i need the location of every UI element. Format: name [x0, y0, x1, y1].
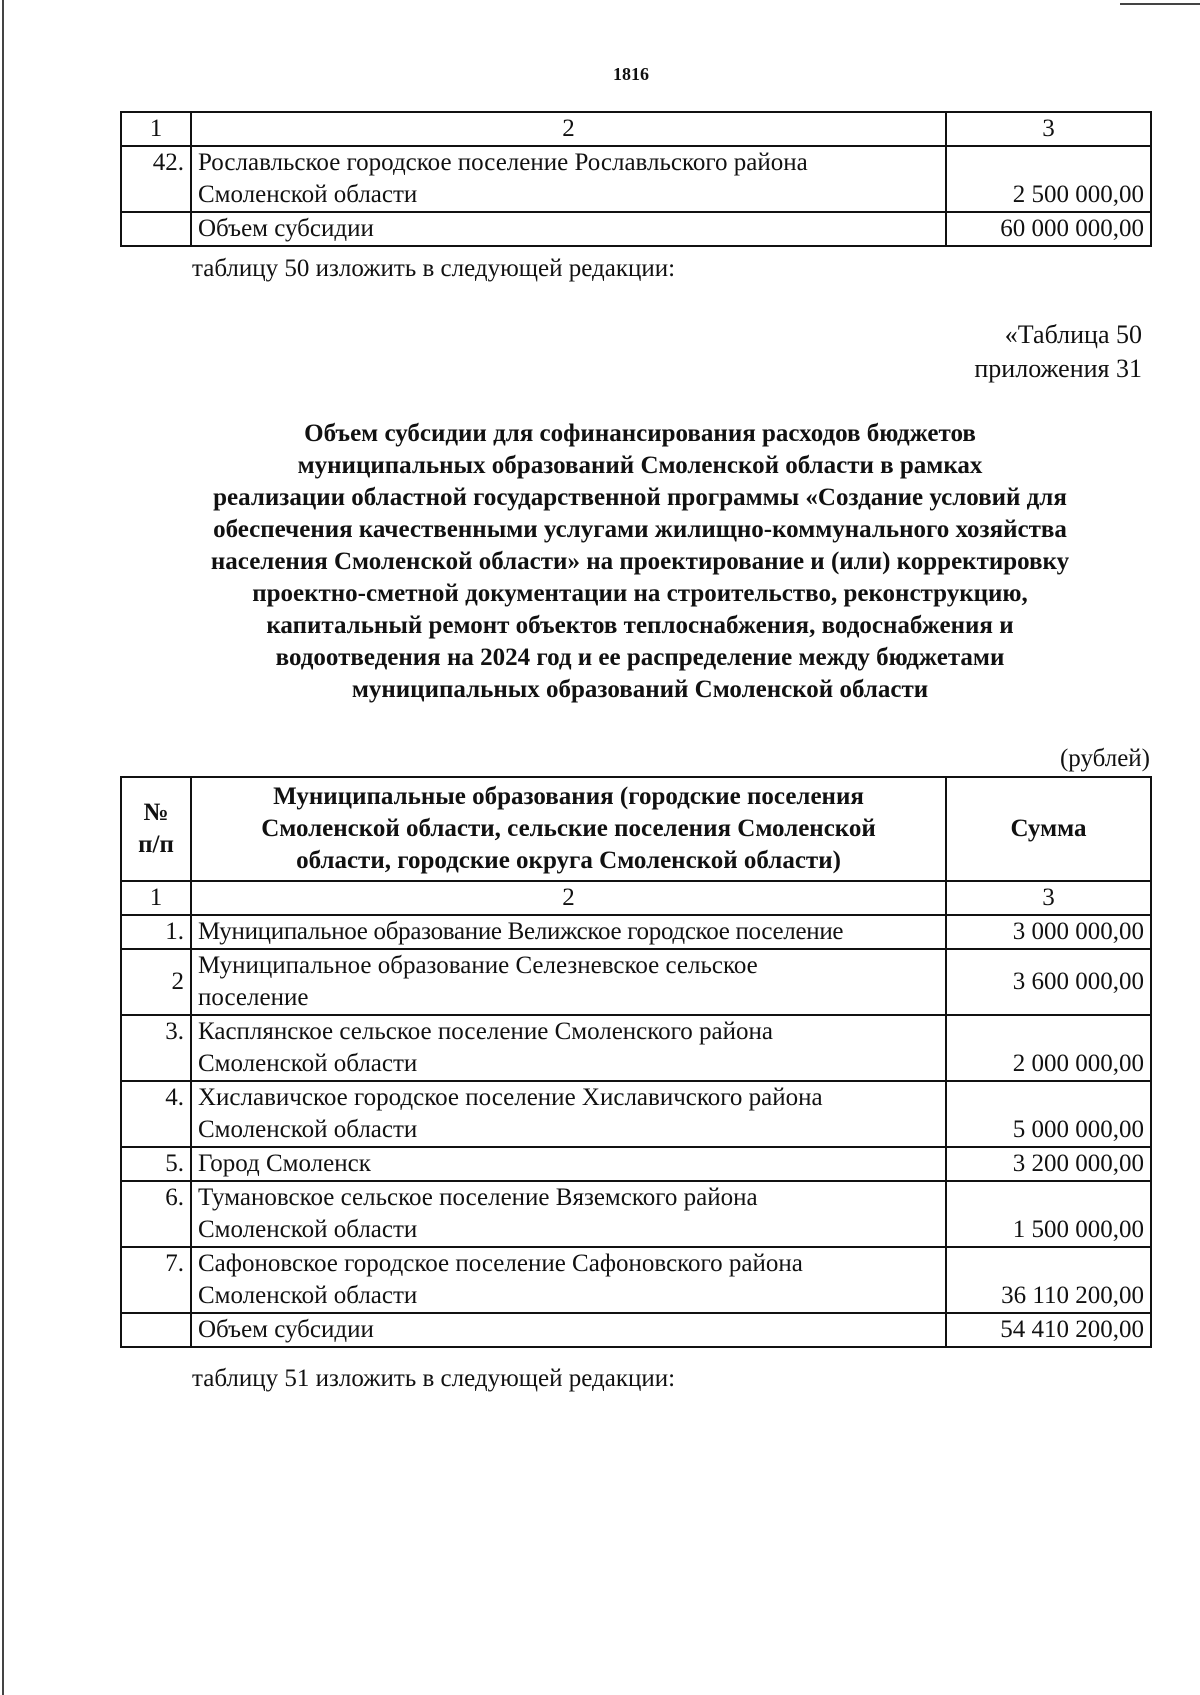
- col-number-1: 1: [121, 112, 191, 146]
- total-sum: 54 410 200,00: [946, 1313, 1151, 1347]
- caption-line: «Таблица 50: [1004, 320, 1142, 349]
- table-column-numbers: [121, 881, 1151, 915]
- title-line: Объем субсидии для софинансирования расходов бюджетов: [304, 420, 976, 447]
- row-name-line: Тумановское сельское поселение Вяземского района: [198, 1184, 758, 1211]
- row-name-line: поселение: [198, 984, 309, 1011]
- header-name-line: Смоленской области, сельские поселения Смоленской: [261, 815, 876, 842]
- row-name: Муниципальное образование Велижское городское поселение: [191, 915, 946, 949]
- row-number: 5.: [121, 1147, 191, 1181]
- row-name-line: Смоленской области: [198, 1282, 418, 1309]
- row-name-line: Смоленской области: [198, 1216, 418, 1243]
- title-line: капитальный ремонт объектов теплоснабжения, водоснабжения и: [266, 612, 1014, 639]
- title-line: населения Смоленской области» на проектирование и (или) корректировку: [210, 548, 1070, 575]
- row-name-line: Смоленской области: [198, 1116, 418, 1143]
- col-number-2: 2: [191, 112, 946, 146]
- table-header: [121, 777, 1151, 881]
- total-empty-cell: [121, 1313, 191, 1347]
- row-number: 3.: [121, 1015, 191, 1081]
- table-row: [121, 1015, 1151, 1081]
- table-total-row: [121, 1313, 1151, 1347]
- col-number-3: 3: [946, 112, 1151, 146]
- col-number-1: 1: [121, 881, 191, 915]
- caption-line: приложения 31: [974, 354, 1142, 383]
- row-name: [191, 949, 946, 1015]
- header-sum: Сумма: [946, 777, 1151, 881]
- scan-top-edge: [1120, 3, 1200, 5]
- table-row: [121, 1181, 1151, 1247]
- total-label: Объем субсидии: [191, 212, 946, 246]
- row-name: [191, 1015, 946, 1081]
- table-row: [121, 949, 1151, 1015]
- row-sum: 5 000 000,00: [946, 1081, 1151, 1147]
- scan-left-edge: [2, 0, 4, 1695]
- unit-label: (рублей): [1059, 745, 1150, 772]
- header-number-line: №: [143, 799, 169, 826]
- table-row: [121, 915, 1151, 949]
- instruction-text: таблицу 50 изложить в следующей редакции:: [192, 255, 676, 282]
- row-name-line: Сафоновское городское поселение Сафоновского района: [198, 1250, 803, 1277]
- row-sum: 3 200 000,00: [946, 1147, 1151, 1181]
- table-row: [121, 1081, 1151, 1147]
- row-number: 2: [121, 949, 191, 1015]
- row-sum: 3 600 000,00: [946, 949, 1151, 1015]
- title-line: проектно-сметной документации на строительство, реконструкцию,: [252, 580, 1028, 607]
- row-sum: 3 000 000,00: [946, 915, 1151, 949]
- title-line: муниципальных образований Смоленской области: [351, 676, 929, 703]
- col-number-2: 2: [191, 881, 946, 915]
- row-number: 1.: [121, 915, 191, 949]
- page-number: 1816: [613, 64, 649, 84]
- total-empty-cell: [121, 212, 191, 246]
- row-sum: 2 000 000,00: [946, 1015, 1151, 1081]
- row-number: 42.: [121, 146, 191, 212]
- title-line: обеспечения качественными услугами жилищно-коммунального хозяйства: [213, 516, 1067, 543]
- row-number: 6.: [121, 1181, 191, 1247]
- total-sum: 60 000 000,00: [946, 212, 1151, 246]
- row-sum: 36 110 200,00: [946, 1247, 1151, 1313]
- row-name-line: Смоленской области: [198, 181, 418, 208]
- row-name: [191, 1181, 946, 1247]
- table-total-row: [121, 212, 1151, 246]
- row-sum: 1 500 000,00: [946, 1181, 1151, 1247]
- row-name-line: Смоленской области: [198, 1050, 418, 1077]
- row-sum: 2 500 000,00: [946, 146, 1151, 212]
- title-line: реализации областной государственной программы «Создание условий для: [213, 484, 1067, 511]
- table-column-numbers: [121, 112, 1151, 146]
- row-name-line: Хиславичское городское поселение Хиславичского района: [198, 1084, 823, 1111]
- row-name-line: Рославльское городское поселение Рославльского района: [198, 149, 808, 176]
- row-name: [191, 1081, 946, 1147]
- title-line: муниципальных образований Смоленской области в рамках: [297, 452, 983, 479]
- row-name: Город Смоленск: [191, 1147, 946, 1181]
- table-caption: [974, 318, 1142, 386]
- instruction-text: таблицу 51 изложить в следующей редакции:: [192, 1365, 676, 1392]
- header-number-line: п/п: [138, 831, 174, 858]
- table-50: [120, 776, 1152, 1348]
- header-number: [121, 777, 191, 881]
- header-name-line: Муниципальные образования (городские поселения: [273, 783, 864, 810]
- total-label: Объем субсидии: [191, 1313, 946, 1347]
- row-name-line: Касплянское сельское поселение Смоленского района: [198, 1018, 773, 1045]
- row-name: [191, 1247, 946, 1313]
- document-title: [140, 418, 1140, 706]
- row-name: [191, 146, 946, 212]
- row-number: 7.: [121, 1247, 191, 1313]
- row-name-line: Муниципальное образование Селезневское сельское: [198, 952, 758, 979]
- col-number-3: 3: [946, 881, 1151, 915]
- title-line: водоотведения на 2024 год и ее распределение между бюджетами: [275, 644, 1005, 671]
- row-number: 4.: [121, 1081, 191, 1147]
- table-row: [121, 146, 1151, 212]
- header-name: [191, 777, 946, 881]
- header-name-line: области, городские округа Смоленской области): [296, 847, 841, 874]
- table-row: [121, 1147, 1151, 1181]
- table-row: [121, 1247, 1151, 1313]
- table-previous: [120, 111, 1152, 247]
